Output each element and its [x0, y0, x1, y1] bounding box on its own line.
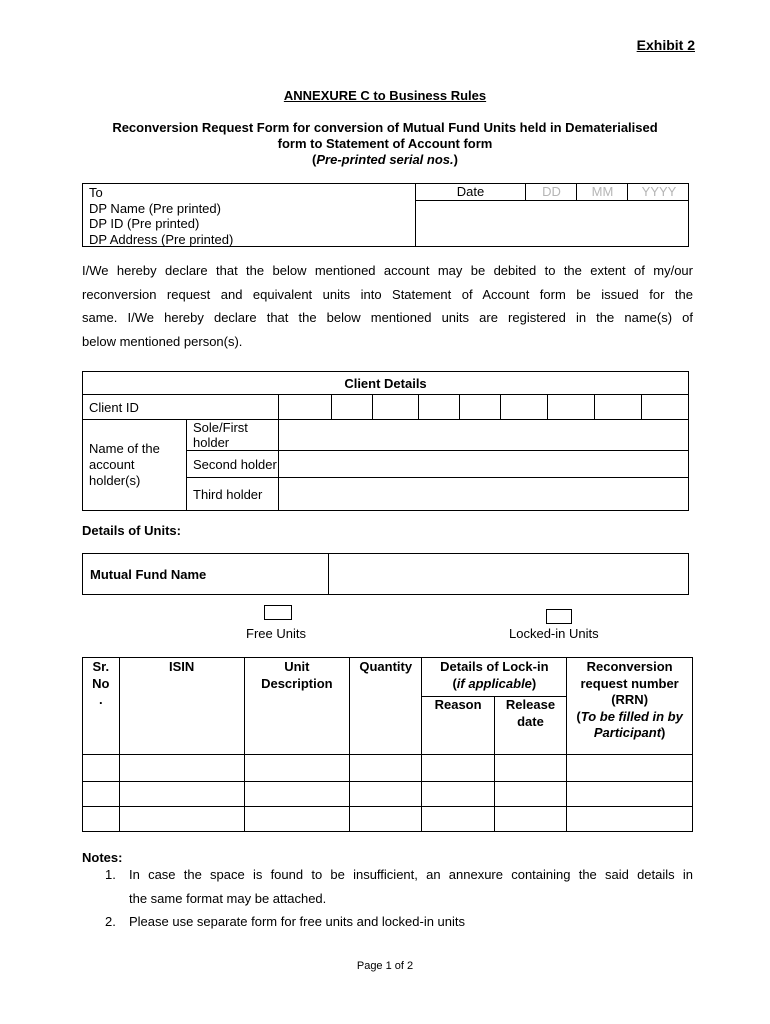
address-text — [89, 185, 233, 247]
dp-name: DP Name (Pre printed) — [89, 200, 221, 216]
second-holder-field[interactable] — [279, 451, 689, 478]
note-number: 1. — [105, 867, 116, 882]
form-title-line1: Reconversion Request Form for conversion of Mutual Fund Units held in Dematerialised — [112, 120, 658, 135]
locked-units-checkbox[interactable] — [546, 609, 572, 624]
declaration-line2: reconversion request and equivalent units into Statement of Account form be issued for the — [82, 286, 693, 302]
declaration-line1: I/We hereby declare that the below mentioned account may be debited to the extent of my/our — [82, 263, 693, 278]
declaration-line4: below mentioned person(s). — [82, 333, 243, 349]
form-title-line2: form to Statement of Account form — [277, 136, 493, 151]
col-quantity: Quantity — [350, 658, 422, 755]
client-id-digit[interactable] — [332, 395, 373, 420]
col-unit-description — [244, 658, 349, 755]
col-sr-no — [83, 658, 120, 755]
lockin-subtitle: (if applicable) — [452, 675, 537, 691]
exhibit-label: Exhibit 2 — [636, 37, 695, 53]
table-cell[interactable] — [244, 807, 349, 832]
client-id-digit[interactable] — [279, 395, 332, 420]
table-cell[interactable] — [119, 807, 244, 832]
date-yyyy-field[interactable]: YYYY — [627, 184, 690, 200]
locked-units-label: Locked-in Units — [509, 626, 599, 641]
lockin-title: Details of Lock-in — [440, 659, 549, 674]
dp-address: DP Address (Pre printed) — [89, 231, 234, 247]
units-table — [82, 657, 693, 832]
dp-id: DP ID (Pre printed) — [89, 216, 200, 231]
col-rrn — [567, 658, 693, 755]
table-cell[interactable] — [83, 782, 120, 807]
notes-list — [105, 863, 693, 934]
rrn-label: Reconversion request number (RRN) — [580, 659, 679, 707]
page-number: Page 1 of 2 — [356, 960, 414, 972]
client-id-digit[interactable] — [373, 395, 419, 420]
units-heading: Details of Units: — [82, 523, 181, 538]
date-row — [415, 184, 689, 201]
col-release-date — [494, 697, 567, 755]
date-label: Date — [456, 184, 485, 199]
mutual-fund-label: Mutual Fund Name — [83, 554, 329, 595]
notes-title: Notes: — [82, 850, 123, 865]
free-units-label: Free Units — [246, 626, 306, 641]
note-text: Please use separate form for free units and locked-in units — [129, 914, 466, 929]
table-cell[interactable] — [119, 782, 244, 807]
table-cell[interactable] — [83, 755, 120, 782]
table-cell[interactable] — [119, 755, 244, 782]
table-cell[interactable] — [567, 782, 693, 807]
client-details-table — [82, 371, 689, 511]
client-id-digit[interactable] — [595, 395, 642, 420]
serial-note: Pre-printed serial nos. — [316, 152, 454, 167]
rrn-note: (To be filled in by Participant) — [576, 708, 683, 740]
table-cell[interactable] — [350, 807, 422, 832]
table-cell[interactable] — [494, 807, 567, 832]
client-id-digit[interactable] — [642, 395, 689, 420]
note-number: 2. — [105, 914, 116, 929]
table-cell[interactable] — [350, 755, 422, 782]
release-date-label: Release date — [505, 697, 556, 729]
second-holder-label: Second holder — [187, 451, 279, 478]
unit-description-label: Unit Description — [261, 659, 333, 691]
sole-holder-field[interactable] — [279, 420, 689, 451]
client-id-digit[interactable] — [460, 395, 501, 420]
client-id-label: Client ID — [83, 395, 279, 420]
table-row — [83, 782, 693, 807]
client-id-digit[interactable] — [501, 395, 548, 420]
mutual-fund-table — [82, 553, 689, 595]
note-item — [105, 910, 693, 934]
third-holder-label: Third holder — [187, 478, 279, 511]
note-text: In case the space is found to be insufficient, an annexure containing the said details in the same format may be attached. — [129, 867, 693, 906]
note-item — [105, 863, 693, 910]
table-row — [83, 755, 693, 782]
table-cell[interactable] — [422, 755, 494, 782]
table-row — [83, 807, 693, 832]
annexure-title: ANNEXURE C to Business Rules — [283, 88, 487, 103]
table-cell[interactable] — [422, 782, 494, 807]
free-units-checkbox[interactable] — [264, 605, 292, 620]
sr-no-label: Sr. No . — [92, 659, 110, 707]
client-id-digit[interactable] — [419, 395, 460, 420]
mutual-fund-field[interactable] — [329, 554, 689, 595]
table-cell[interactable] — [567, 755, 693, 782]
client-id-digit[interactable] — [548, 395, 595, 420]
to-label: To — [89, 185, 103, 200]
table-cell[interactable] — [83, 807, 120, 832]
third-holder-field[interactable] — [279, 478, 689, 511]
table-cell[interactable] — [350, 782, 422, 807]
date-divider — [415, 200, 416, 246]
form-title — [0, 120, 770, 168]
table-cell[interactable] — [494, 755, 567, 782]
date-dd-field[interactable]: DD — [525, 184, 577, 200]
table-cell[interactable] — [244, 755, 349, 782]
declaration — [82, 259, 693, 353]
table-cell[interactable] — [422, 807, 494, 832]
declaration-line3: same. I/We hereby declare that the below mentioned units are registered in the name(s) of — [82, 310, 693, 325]
col-reason: Reason — [422, 697, 494, 755]
date-mm-field[interactable]: MM — [576, 184, 628, 200]
client-details-title: Client Details — [83, 372, 689, 395]
table-cell[interactable] — [567, 807, 693, 832]
sole-holder-label: Sole/First holder — [187, 420, 279, 451]
table-cell[interactable] — [244, 782, 349, 807]
account-holder-label: Name of the account holder(s) — [83, 420, 187, 511]
col-isin: ISIN — [119, 658, 244, 755]
col-lockin — [422, 658, 567, 697]
address-block — [82, 183, 689, 247]
form-subtitle: (Pre-printed serial nos.) — [312, 152, 458, 167]
table-cell[interactable] — [494, 782, 567, 807]
